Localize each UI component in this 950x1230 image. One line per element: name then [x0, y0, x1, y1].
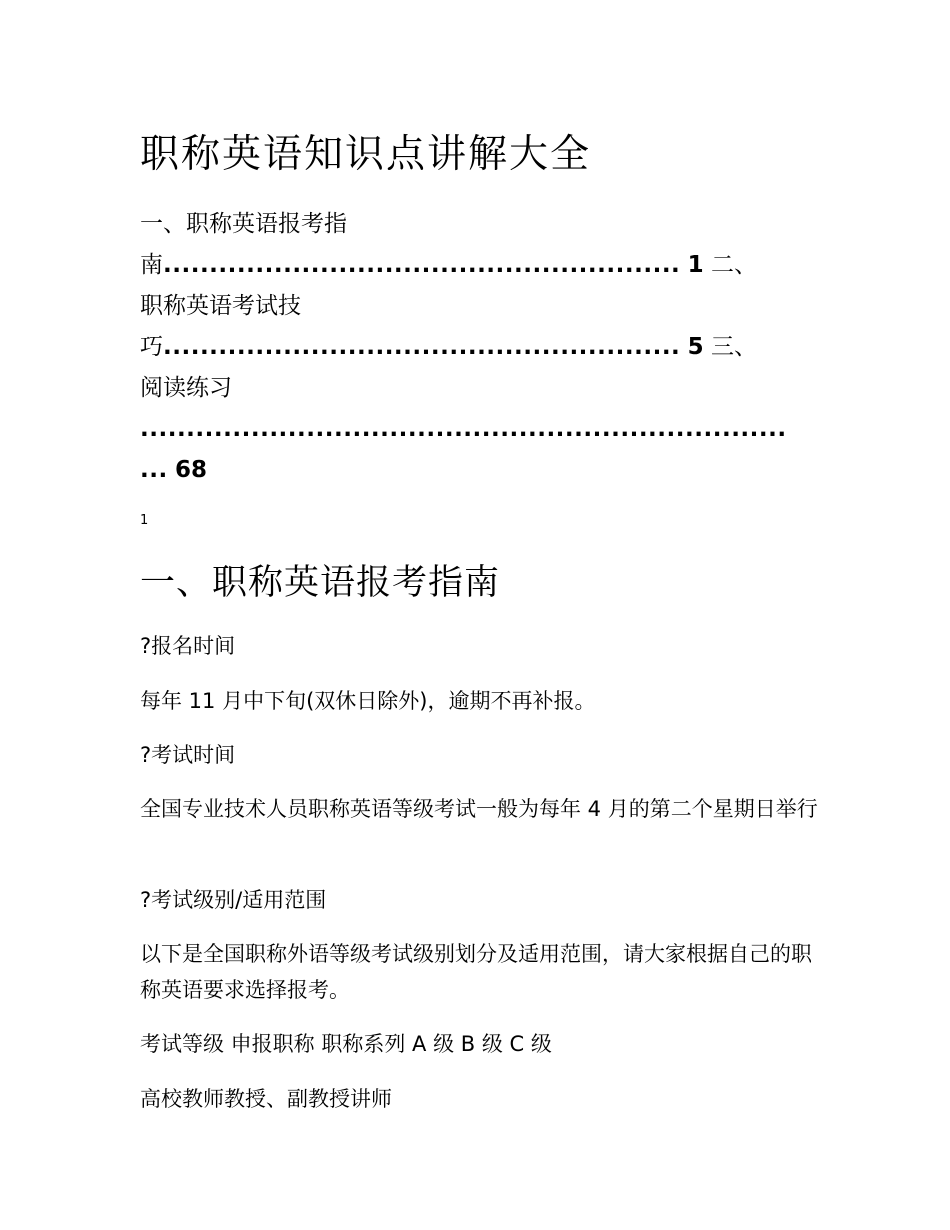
toc-entry-3-prefix: 三、: [710, 334, 757, 360]
signup-heading: ?报名时间: [140, 634, 236, 658]
toc-entry-1-page: 1: [687, 252, 704, 278]
toc-entry-2-prefix: 二、: [710, 252, 757, 278]
page-number: 1: [140, 513, 149, 528]
toc-entry-2-label-end: 巧: [140, 334, 163, 360]
toc-line-3: [140, 291, 301, 321]
toc-line-6[interactable]: [140, 414, 787, 444]
level-heading: ?考试级别/适用范围: [140, 888, 327, 912]
table-row-line: 高校教师教授、副教授讲师: [140, 1087, 392, 1111]
toc-entry-3-page: 68: [175, 457, 208, 483]
toc-line-4[interactable]: [140, 332, 757, 362]
table-header-line: 考试等级 申报职称 职称系列 A 级 B 级 C 级: [140, 1032, 552, 1056]
exam-time-heading: ?考试时间: [140, 743, 236, 767]
toc-entry-2-page: 5: [687, 334, 704, 360]
document-page: [140, 0, 830, 1230]
toc-leader-dots: ........................................................: [163, 334, 681, 360]
section-title: 一、职称英语报考指南: [140, 563, 501, 603]
toc-leader-dots: ........................................................: [163, 252, 681, 278]
toc-leader-dots: ......................................................................: [140, 416, 787, 442]
toc-entry-1-label: 一、职称英语报考指: [140, 211, 347, 237]
toc-line-2[interactable]: [140, 250, 757, 280]
document-title: 职称英语知识点讲解大全: [140, 132, 592, 177]
toc-line-1: [140, 209, 347, 239]
toc-line-7[interactable]: [140, 455, 207, 485]
toc-entry-1-label-end: 南: [140, 252, 163, 278]
toc-entry-3-label: 阅读练习: [140, 375, 232, 401]
toc-leader-dots: ...: [140, 457, 168, 483]
signup-text: 每年 11 月中下旬(双休日除外)，逾期不再补报。: [140, 689, 596, 713]
level-text: 以下是全国职称外语等级考试级别划分及适用范围，请大家根据自己的职称英语要求选择报考。: [140, 942, 812, 1002]
toc-line-5: [140, 373, 232, 403]
exam-time-text: 全国专业技术人员职称英语等级考试一般为每年 4 月的第二个星期日举行: [140, 797, 818, 821]
toc-entry-2-label: 职称英语考试技: [140, 293, 301, 319]
